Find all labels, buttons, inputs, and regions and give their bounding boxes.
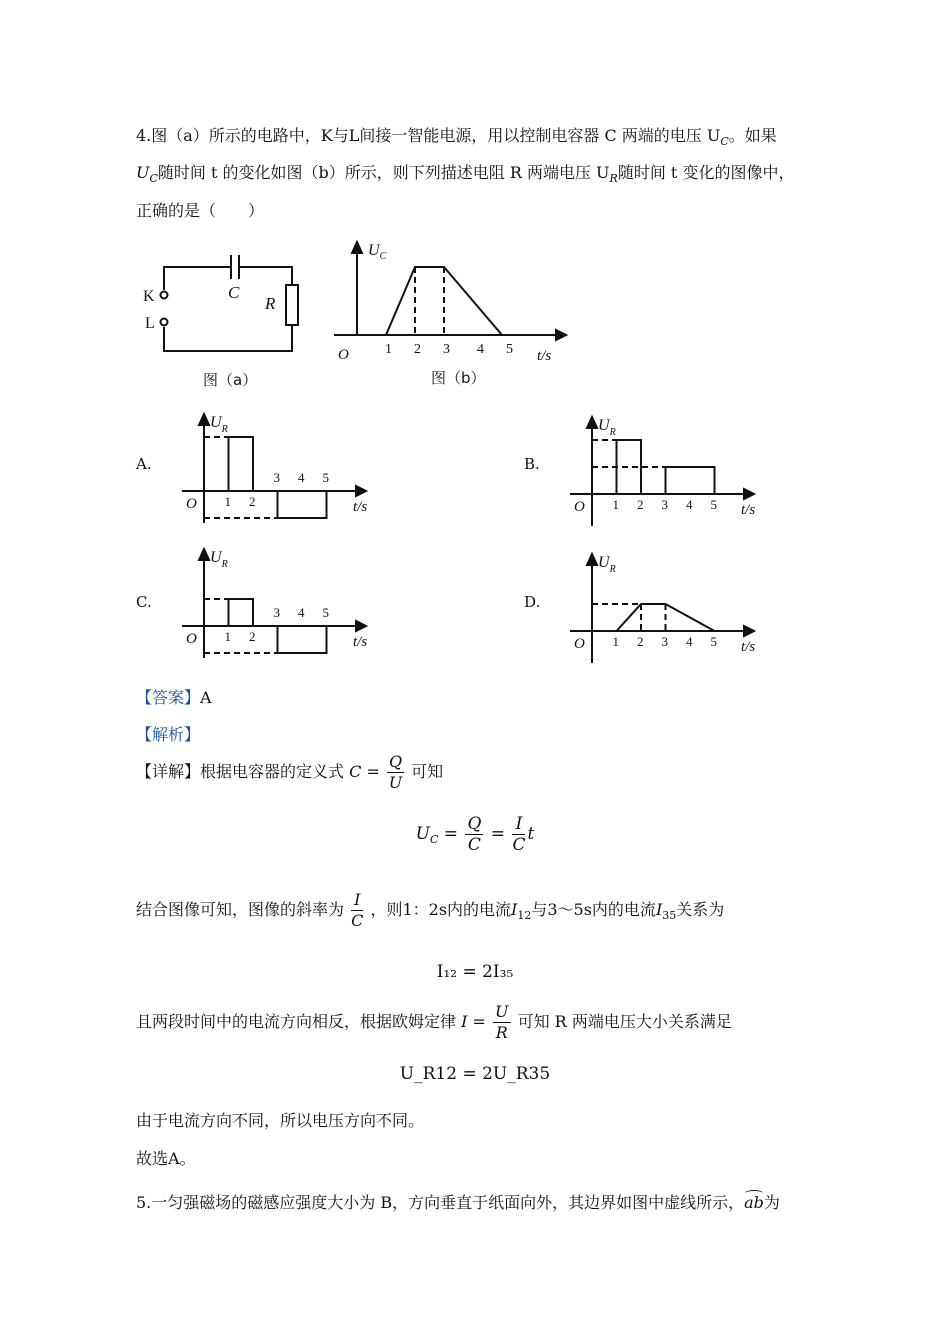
option-a-graph [176, 405, 386, 530]
ur-series-line [204, 437, 327, 518]
tick-5: 5 [710, 634, 717, 649]
q4-line2: $U_C$随时间 t 的变化如图（b）所示，则下列描述电阻 R 两端电压 $U_R$随时间 t 变化的图像中， [136, 163, 795, 185]
option-c-label: C. [136, 593, 152, 611]
tick-1: 1 [612, 634, 619, 649]
tick-3: 3 [273, 470, 280, 485]
detail-line1: 【详解】根据电容器的定义式 C = $\frac{Q}{U}$ 可知 [136, 752, 444, 792]
tick-2: 2 [414, 342, 421, 357]
xlabel-ts: t/s [353, 499, 368, 515]
answer-line: 【答案】A [136, 688, 212, 707]
tick-2: 2 [249, 494, 256, 509]
ylabel-ur: $U_R$ [210, 414, 228, 435]
option-b-graph [564, 408, 774, 528]
tick-1: 1 [385, 342, 392, 357]
detail-ohm-line: 且两段时间中的电流方向相反，根据欧姆定律 I = $\frac{U}{R}$ 可知 R 两端电压大小关系满足 [136, 1002, 732, 1042]
circuit-figure-a [135, 245, 315, 395]
detail-slope-line: 结合图像可知，图像的斜率为 $\frac{I}{C}$ ，则1：2s内的电流$I_{12}$与3～5s内的电流$I_{35}$关系为 [136, 890, 725, 930]
y-axis-arrow-icon [199, 549, 209, 560]
origin-label: O [338, 347, 349, 363]
tick-1: 1 [224, 494, 231, 509]
eq-current: I₁₂ = 2I₃₅ [436, 962, 514, 982]
tick-4: 4 [686, 634, 693, 649]
x-axis-arrow-icon [744, 626, 754, 636]
tick-4: 4 [298, 470, 305, 485]
y-axis-arrow-icon [352, 242, 362, 253]
x-axis-arrow-icon [356, 621, 366, 631]
y-axis-arrow-icon [199, 414, 209, 425]
y-axis-arrow-icon [587, 554, 597, 565]
option-d-label: D. [524, 593, 541, 611]
xlabel-ts: t/s [741, 502, 756, 518]
label-C: C [228, 283, 240, 302]
tick-2: 2 [637, 634, 644, 649]
tick-4: 4 [298, 605, 305, 620]
tick-5: 5 [710, 497, 717, 512]
xlabel-ts: t/s [353, 634, 368, 650]
tick-3: 3 [661, 634, 668, 649]
x-axis-arrow-icon [556, 330, 566, 340]
ur-series-line [592, 604, 715, 631]
ylabel-ur: $U_R$ [598, 554, 616, 575]
tick-1: 1 [612, 497, 619, 512]
ylabel-ur: $U_R$ [210, 549, 228, 570]
xlabel-ts: t/s [741, 639, 756, 655]
caption-a: 图（a） [203, 371, 258, 389]
option-c-graph [176, 540, 386, 668]
origin-label: O [186, 496, 197, 512]
tick-5: 5 [322, 605, 329, 620]
figure-b-chart [328, 235, 568, 395]
tick-5: 5 [506, 342, 513, 357]
tick-2: 2 [249, 629, 256, 644]
tick-3: 3 [443, 342, 450, 357]
label-L: L [145, 315, 155, 332]
label-R: R [265, 294, 276, 313]
detail-direction: 由于电流方向不同，所以电压方向不同。 [136, 1111, 425, 1130]
ylabel-uc: $U_C$ [368, 242, 387, 262]
origin-label: O [574, 636, 585, 652]
option-a-label: A. [136, 455, 152, 473]
q4-line3: 正确的是（ ） [136, 201, 265, 220]
tick-4: 4 [477, 342, 484, 357]
tick-3: 3 [273, 605, 280, 620]
xlabel-ts: t/s [537, 348, 552, 364]
eq-voltage: U_R12 = 2U_R35 [399, 1064, 551, 1084]
label-K: K [143, 288, 155, 305]
origin-label: O [186, 631, 197, 647]
option-b-label: B. [524, 455, 540, 473]
option-d-graph [564, 545, 774, 665]
caption-b: 图（b） [431, 369, 486, 387]
tick-4: 4 [686, 497, 693, 512]
ylabel-ur: $U_R$ [598, 417, 616, 438]
tick-1: 1 [224, 629, 231, 644]
x-axis-arrow-icon [356, 486, 366, 496]
q4-line1: 4.图（a）所示的电路中，K与L间接一智能电源，用以控制电容器 C 两端的电压 $U_C$。如果 [136, 126, 777, 148]
x-axis-arrow-icon [744, 489, 754, 499]
uc-series-line [357, 267, 517, 335]
eq-uc: $U_C$ = $\frac{Q}{C}$ = $\frac{I}{C}$ t [415, 814, 535, 855]
tick-5: 5 [322, 470, 329, 485]
analysis-label: 【解析】 [136, 725, 201, 744]
tick-3: 3 [661, 497, 668, 512]
y-axis-arrow-icon [587, 417, 597, 428]
origin-label: O [574, 499, 585, 515]
question5-line: 5.一匀强磁场的磁感应强度大小为 B，方向垂直于纸面向外，其边界如图中虚线所示，ab为 [136, 1193, 780, 1212]
tick-2: 2 [637, 497, 644, 512]
detail-choose: 故选A。 [136, 1149, 196, 1168]
